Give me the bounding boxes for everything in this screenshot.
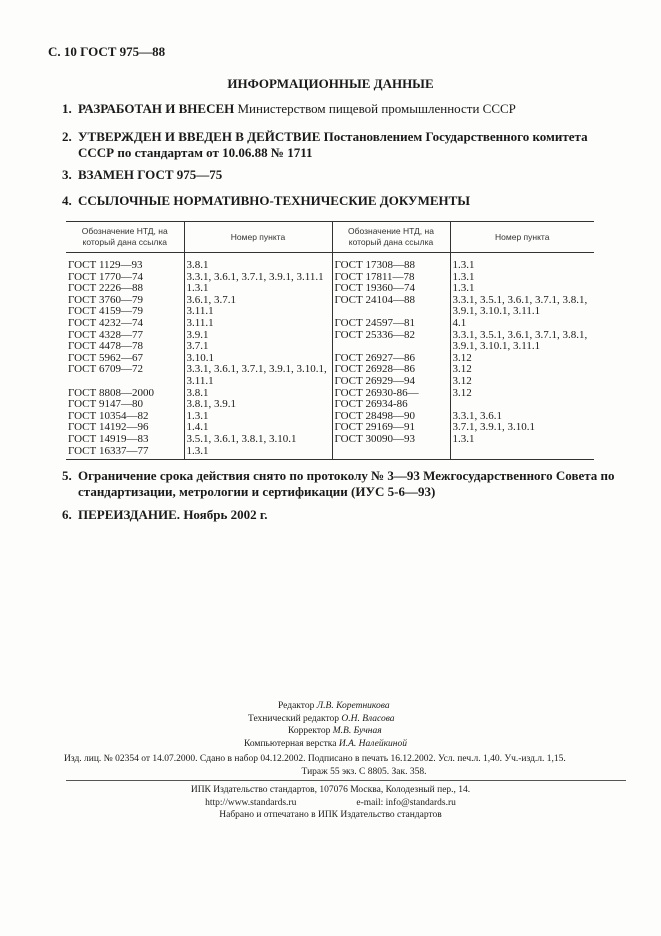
left-doc-entry: ГОСТ 14192—96 (68, 421, 149, 434)
credit-tech-editor: Технический редактор О.Н. Власова (248, 713, 395, 724)
right-doc-entry: ГОСТ 26927—86 (334, 351, 415, 364)
right-doc-entry: ГОСТ 24597—81 (334, 316, 415, 329)
table-header: Обозначение НТД, на который дана ссылка (332, 222, 450, 253)
right-clause-entry (453, 399, 593, 411)
right-doc-entry: ГОСТ 17308—88 (334, 259, 415, 271)
right-doc-entry: ГОСТ 26928—86 (334, 363, 415, 376)
credits-block (244, 700, 407, 750)
left-doc-entry: ГОСТ 3760—79 (68, 293, 143, 306)
item-number: 1. (62, 101, 72, 116)
reference-documents-table (66, 221, 594, 460)
divider (66, 780, 626, 781)
left-clause-entry: 3.6.1, 3.7.1 (186, 293, 236, 306)
left-doc-entry: ГОСТ 1770—74 (68, 270, 143, 283)
credit-proofreader: Корректор М.В. Бучная (288, 726, 382, 736)
right-doc-entry: ГОСТ 26934-86 (334, 398, 408, 411)
credit-editor: Редактор Л.В. Коретникова (278, 701, 390, 711)
table-header: Обозначение НТД, на который дана ссылка (66, 222, 184, 253)
right-clause-entry: 3.3.1, 3.5.1, 3.6.1, 3.7.1, 3.8.1, 3.9.1, 3.10.1, 3.11.1 (452, 328, 588, 353)
publisher-block (0, 784, 661, 822)
left-clause-entry: 1.4.1 (186, 421, 209, 434)
publisher-print-note: Набрано и отпечатано в ИПК Издательство стандартов (219, 810, 442, 820)
table-header: Номер пункта (450, 222, 594, 253)
right-clause-entry: 1.3.1 (452, 282, 475, 295)
info-item-3 (62, 167, 622, 183)
left-doc-column (66, 253, 184, 460)
right-doc-entry: ГОСТ 26930-86— (334, 386, 419, 399)
right-clause-entry: 3.7.1, 3.9.1, 3.10.1 (452, 421, 535, 434)
right-clause-entry: 1.3.1 (452, 270, 475, 283)
item-text: Ноябрь 2002 г. (180, 507, 268, 522)
left-clause-entry: 3.8.1, 3.9.1 (186, 398, 236, 411)
imprint-block (64, 753, 624, 778)
publisher-address: ИПК Издательство стандартов, 107076 Москва, Колодезный пер., 14. (190, 785, 471, 795)
item-text: Постановлением Государственного комитета СССР по стандартам от 10.06.88 № 1711 (78, 129, 588, 160)
info-item-6 (62, 507, 622, 523)
left-doc-entry: ГОСТ 10354—82 (68, 409, 149, 422)
left-doc-entry: ГОСТ 6709—72 (68, 363, 143, 376)
page-header: С. 10 ГОСТ 975—88 (48, 44, 166, 59)
right-doc-entry: ГОСТ 26929—94 (334, 374, 415, 387)
left-doc-entry: ГОСТ 8808—2000 (68, 386, 154, 399)
item-heading: РАЗРАБОТАН И ВНЕСЕН (78, 101, 235, 116)
item-number: 3. (62, 167, 72, 182)
info-item-1 (62, 101, 622, 117)
credit-layout: Компьютерная верстка И.А. Налейкиной (244, 738, 407, 749)
left-doc-entry: ГОСТ 4232—74 (68, 316, 143, 329)
right-clause-entry: 4.1 (452, 316, 467, 329)
left-clause-entry: 3.8.1 (186, 386, 209, 399)
left-clause-entry: 3.7.1 (186, 340, 209, 353)
section-title: ИНФОРМАЦИОННЫЕ ДАННЫЕ (227, 76, 434, 91)
item-heading: ВЗАМЕН ГОСТ 975—75 (78, 167, 223, 182)
item-text: Министерством пищевой промышленности СССР (234, 101, 516, 116)
right-doc-entry: ГОСТ 17811—78 (334, 270, 415, 283)
right-clause-entry: 3.3.1, 3.6.1 (452, 409, 502, 422)
left-doc-entry: ГОСТ 1129—93 (68, 259, 143, 271)
right-doc-entry: ГОСТ 30090—93 (334, 432, 415, 445)
item-heading: ССЫЛОЧНЫЕ НОРМАТИВНО-ТЕХНИЧЕСКИЕ ДОКУМЕНТЫ (78, 193, 471, 208)
imprint-line: Тираж 55 экз. С 8805. Зак. 358. (301, 766, 427, 777)
right-doc-entry: ГОСТ 29169—91 (334, 421, 415, 434)
left-clause-entry: 3.3.1, 3.6.1, 3.7.1, 3.9.1, 3.11.1 (186, 270, 324, 283)
right-clause-entry: 1.3.1 (452, 259, 475, 271)
right-clause-column (450, 253, 594, 460)
item-text: Ограничение срока действия снято по протоколу № 3—93 Межгосударственного Совета по стандартизации, метрологии и сертификации (ИУС 5-6—93) (78, 468, 615, 499)
left-clause-entry: 1.3.1 (186, 282, 209, 295)
email-link[interactable]: e-mail: info@standards.ru (356, 797, 456, 808)
info-item-4 (62, 193, 622, 209)
right-doc-entry: ГОСТ 25336—82 (334, 328, 415, 341)
left-doc-entry: ГОСТ 4328—77 (68, 328, 143, 341)
right-doc-entry: ГОСТ 24104—88 (334, 293, 415, 306)
right-clause-entry: 3.3.1, 3.5.1, 3.6.1, 3.7.1, 3.8.1, 3.9.1, 3.10.1, 3.11.1 (452, 293, 588, 318)
left-clause-entry: 3.11.1 (186, 316, 214, 329)
left-clause-entry: 3.9.1 (186, 328, 209, 341)
left-clause-column (184, 253, 332, 460)
item-number: 2. (62, 129, 72, 144)
left-clause-entry: 3.8.1 (186, 259, 209, 271)
right-doc-entry: ГОСТ 28498—90 (334, 409, 415, 422)
left-doc-entry: ГОСТ 2226—88 (68, 282, 143, 295)
right-clause-entry: 3.12 (452, 386, 472, 399)
left-doc-entry: ГОСТ 5962—67 (68, 351, 143, 364)
right-clause-entry: 3.12 (452, 363, 472, 376)
left-doc-entry: ГОСТ 14919—83 (68, 432, 149, 445)
item-number: 5. (62, 468, 72, 483)
info-item-2 (62, 129, 622, 161)
item-number: 4. (62, 193, 72, 208)
left-doc-entry: ГОСТ 9147—80 (68, 398, 143, 411)
left-doc-entry: ГОСТ 16337—77 (68, 444, 149, 457)
right-doc-entry: ГОСТ 19360—74 (334, 282, 415, 295)
right-clause-entry: 3.12 (452, 351, 472, 364)
left-clause-entry: 3.5.1, 3.6.1, 3.8.1, 3.10.1 (186, 432, 297, 445)
imprint-line: Изд. лиц. № 02354 от 14.07.2000. Сдано в набор 04.12.2002. Подписано в печать 16.12.2002. Усл. печ.л. 1,40. Уч.-изд.л. 1,15. (64, 754, 566, 764)
right-doc-column (332, 253, 450, 460)
website-link[interactable]: http://www.standards.ru (205, 797, 297, 808)
right-clause-entry: 3.12 (452, 374, 472, 387)
table-header: Номер пункта (184, 222, 332, 253)
item-heading: ПЕРЕИЗДАНИЕ. (78, 507, 181, 522)
item-number: 6. (62, 507, 72, 522)
left-clause-entry: 3.3.1, 3.6.1, 3.7.1, 3.9.1, 3.10.1, 3.11.1 (186, 363, 327, 387)
left-clause-entry: 3.11.1 (186, 305, 214, 318)
item-heading: УТВЕРЖДЕН И ВВЕДЕН В ДЕЙСТВИЕ (78, 129, 321, 144)
left-doc-entry: ГОСТ 4159—79 (68, 305, 143, 318)
left-clause-entry: 1.3.1 (186, 409, 209, 422)
left-doc-entry: ГОСТ 4478—78 (68, 340, 143, 353)
left-clause-entry: 1.3.1 (186, 444, 209, 457)
right-clause-entry: 1.3.1 (452, 432, 475, 445)
info-item-5 (62, 468, 622, 500)
left-clause-entry: 3.10.1 (186, 351, 214, 364)
